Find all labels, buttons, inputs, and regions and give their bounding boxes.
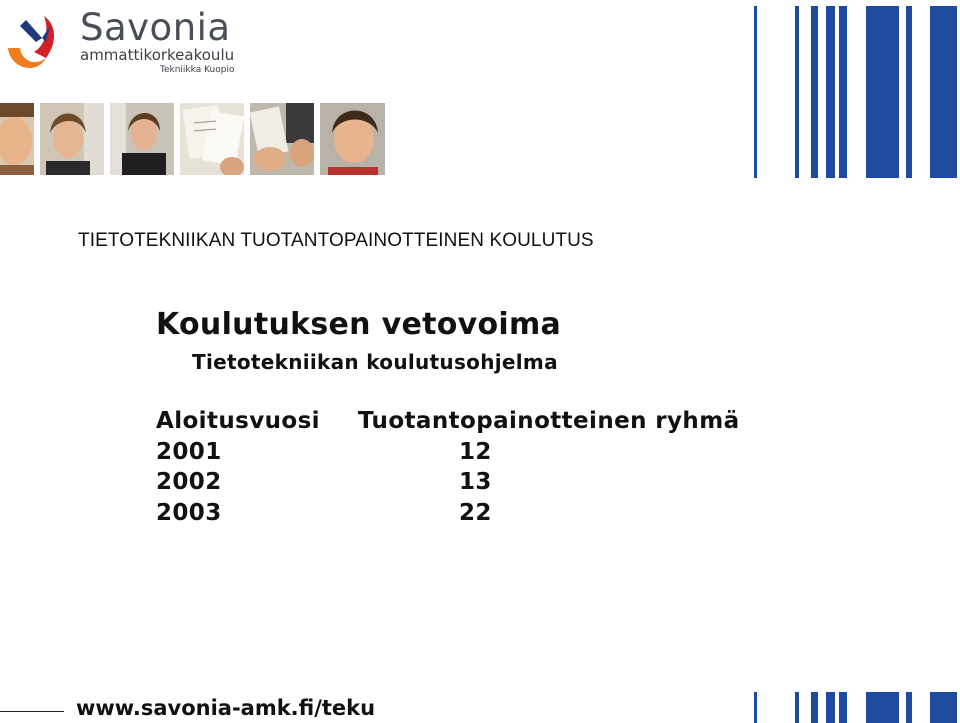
slide-heading: TIETOTEKNIIKAN TUOTANTOPAINOTTEINEN KOULUTUS [78,230,594,251]
slide-title: Koulutuksen vetovoima [156,307,562,342]
table-cell-count: 22 [459,500,492,526]
table-cell-year: 2003 [156,500,222,526]
logo-subtitle: ammattikorkeakoulu [80,46,235,64]
photo-hands-papers [250,103,314,175]
table-cell-year: 2001 [156,439,222,465]
table-cell-year: 2002 [156,469,222,495]
savonia-logo [6,6,235,76]
footer-url-link[interactable]: www.savonia-amk.fi/teku [76,696,376,720]
slide-subtitle: Tietotekniikan koulutusohjelma [192,350,558,374]
photo-student-4 [320,103,385,175]
table-cell-count: 12 [459,439,492,465]
savonia-logo-mark [6,12,70,74]
photo-student-3 [110,103,174,175]
logo-name: Savonia [80,6,231,49]
table-header-year: Aloitusvuosi [156,408,320,434]
photo-student-2 [40,103,104,175]
table-header-group: Tuotantopainotteinen ryhmä [358,408,740,434]
photo-student-1 [0,103,34,175]
table-cell-count: 13 [459,469,492,495]
photo-documents [180,103,244,175]
footer-rule [0,711,64,712]
logo-unit: Tekniikka Kuopio [160,65,235,75]
